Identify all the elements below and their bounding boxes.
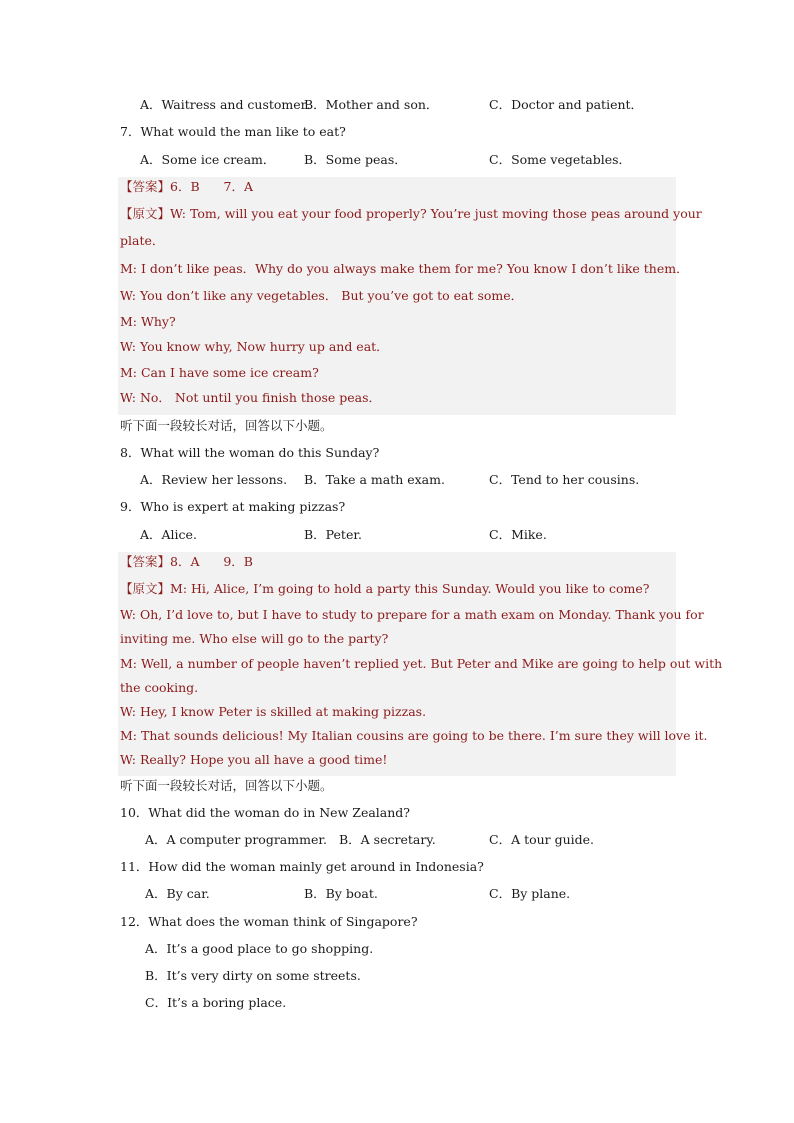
transcript-line-2: plate． (120, 233, 165, 248)
q12-option-a: A．It’s a good place to go shopping. (145, 941, 374, 956)
transcript-text: M: Hi, Alice, I’m going to hold a party this Sunday. Would you like to come? (170, 581, 650, 596)
section-2-intro: 听下面一段较长对话，回答以下小题。 (120, 418, 333, 433)
transcript-line-8: W: No． Not until you finish those peas． (120, 390, 382, 405)
transcript2-line-2: W: Oh, I’d love to, but I have to study to prepare for a math exam on Monday. Thank you for (120, 607, 704, 622)
answer-label: 【答案】 (120, 554, 171, 569)
q11-question: 11．How did the woman mainly get around in Indonesia? (120, 859, 484, 874)
q6-option-c: C．Doctor and patient． (489, 97, 644, 112)
section-3-intro: 听下面一段较长对话，回答以下小题。 (120, 778, 333, 793)
transcript2-line-8: W: Really? Hope you all have a good time! (120, 752, 388, 767)
q12-option-c: C．It’s a boring place. (145, 995, 287, 1010)
q8-option-b: B．Take a math exam. (304, 472, 445, 487)
q7-question: 7．What would the man like to eat? (120, 124, 346, 139)
q8-option-c: C．Tend to her cousins. (489, 472, 640, 487)
q7-option-a: A．Some ice cream． (140, 152, 276, 167)
transcript-line-5: M: Why? (120, 314, 176, 329)
q7-option-c: C．Some vegetables． (489, 152, 632, 167)
transcript-line-3: M: I don’t like peas．Why do you always make them for me? You know I don’t like them． (120, 261, 689, 276)
q11-option-c: C．By plane. (489, 886, 571, 901)
q9-option-c: C．Mike. (489, 527, 547, 542)
q6-option-b: B．Mother and son． (304, 97, 439, 112)
q10-option-b: B．A secretary. (339, 832, 436, 847)
answer-text: 8．A 9．B (170, 554, 253, 569)
q10-option-a: A．A computer programmer. (145, 832, 327, 847)
answer-line-2 (120, 554, 253, 570)
q8-option-a: A．Review her lessons. (140, 472, 288, 487)
q11-option-b: B．By boat. (304, 886, 378, 901)
answer-label: 【答案】 (120, 179, 171, 194)
q6-option-a: A．Waitress and customer． (140, 97, 320, 112)
q10-question: 10．What did the woman do in New Zealand? (120, 805, 410, 820)
answer-line-1 (120, 179, 253, 195)
transcript2-line-5: the cooking. (120, 680, 199, 695)
q7-option-b: B．Some peas． (304, 152, 407, 167)
transcript-line-7: M: Can I have some ice cream? (120, 365, 319, 380)
transcript-line-6: W: You know why, Now hurry up and eat． (120, 339, 389, 354)
transcript2-line-1 (120, 581, 650, 597)
q9-option-b: B．Peter. (304, 527, 362, 542)
q12-question: 12．What does the woman think of Singapore? (120, 914, 418, 929)
transcript2-line-7: M: That sounds delicious! My Italian cousins are going to be there. I’m sure they will love it. (120, 728, 708, 743)
q8-question: 8．What will the woman do this Sunday? (120, 445, 380, 460)
transcript-line-4: W: You don’t like any vegetables． But you’ve got to eat some． (120, 288, 524, 303)
transcript-label: 【原文】 (120, 206, 171, 221)
transcript2-line-3: inviting me. Who else will go to the party? (120, 631, 389, 646)
transcript-label: 【原文】 (120, 581, 171, 596)
q9-question: 9．Who is expert at making pizzas? (120, 499, 346, 514)
transcript-text: W: Tom, will you eat your food properly? You’re just moving those peas around your (170, 206, 702, 221)
transcript2-line-4: M: Well, a number of people haven’t replied yet. But Peter and Mike are going to help out with (120, 656, 723, 671)
answer-text: 6．B 7．A (170, 179, 253, 194)
q9-option-a: A．Alice. (140, 527, 197, 542)
transcript2-line-6: W: Hey, I know Peter is skilled at making pizzas. (120, 704, 427, 719)
q12-option-b: B．It’s very dirty on some streets. (145, 968, 361, 983)
q10-option-c: C．A tour guide. (489, 832, 595, 847)
q11-option-a: A．By car. (145, 886, 210, 901)
transcript-line-1 (120, 206, 702, 222)
